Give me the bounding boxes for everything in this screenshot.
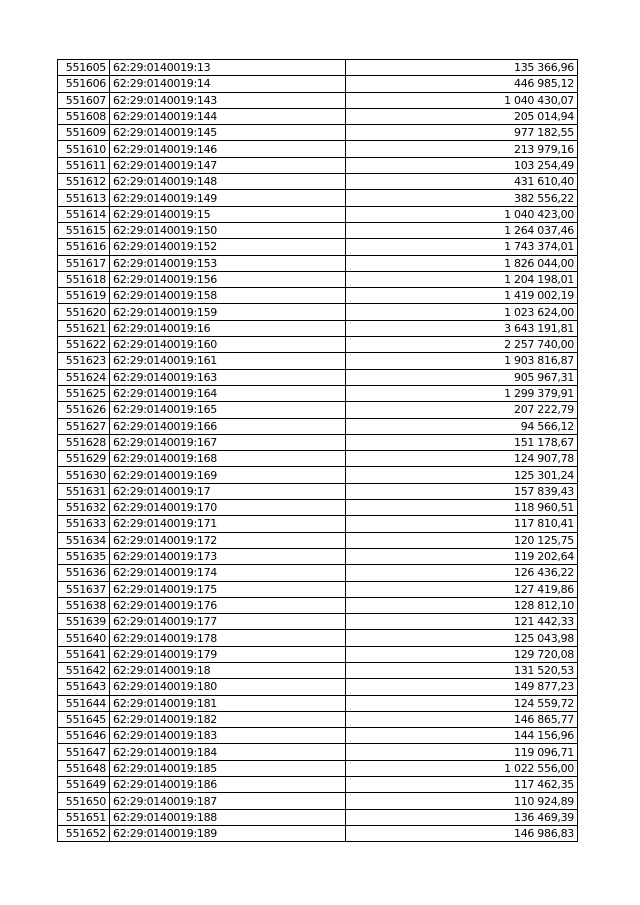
row-number-cell: 551646 — [58, 728, 110, 744]
table-row — [58, 190, 578, 206]
cadastral-value-cell: 125 043,98 — [346, 630, 578, 646]
cadastral-number-cell: 62:29:0140019:185 — [110, 760, 346, 776]
cadastral-value-cell: 119 096,71 — [346, 744, 578, 760]
table-row — [58, 467, 578, 483]
table-row — [58, 646, 578, 662]
row-number-cell: 551624 — [58, 369, 110, 385]
table-row — [58, 679, 578, 695]
table-row — [58, 532, 578, 548]
cadastral-value-cell: 1 826 044,00 — [346, 255, 578, 271]
cadastral-value-cell: 205 014,94 — [346, 108, 578, 124]
cadastral-value-cell: 117 462,35 — [346, 777, 578, 793]
cadastral-value-cell: 103 254,49 — [346, 157, 578, 173]
cadastral-number-cell: 62:29:0140019:167 — [110, 434, 346, 450]
cadastral-number-cell: 62:29:0140019:179 — [110, 646, 346, 662]
table-row — [58, 418, 578, 434]
cadastral-value-cell: 2 257 740,00 — [346, 337, 578, 353]
table-row — [58, 483, 578, 499]
row-number-cell: 551640 — [58, 630, 110, 646]
row-number-cell: 551625 — [58, 385, 110, 401]
table-row — [58, 744, 578, 760]
table-row — [58, 206, 578, 222]
cadastral-number-cell: 62:29:0140019:146 — [110, 141, 346, 157]
table-row — [58, 108, 578, 124]
row-number-cell: 551608 — [58, 108, 110, 124]
cadastral-number-cell: 62:29:0140019:183 — [110, 728, 346, 744]
cadastral-number-cell: 62:29:0140019:149 — [110, 190, 346, 206]
table-row — [58, 825, 578, 841]
cadastral-value-cell: 124 559,72 — [346, 695, 578, 711]
cadastral-number-cell: 62:29:0140019:178 — [110, 630, 346, 646]
cadastral-number-cell: 62:29:0140019:144 — [110, 108, 346, 124]
cadastral-value-cell: 382 556,22 — [346, 190, 578, 206]
table-row — [58, 125, 578, 141]
row-number-cell: 551629 — [58, 451, 110, 467]
row-number-cell: 551652 — [58, 825, 110, 841]
table-row — [58, 76, 578, 92]
table-row — [58, 385, 578, 401]
cadastral-number-cell: 62:29:0140019:176 — [110, 597, 346, 613]
table-row — [58, 809, 578, 825]
cadastral-value-cell: 121 442,33 — [346, 614, 578, 630]
table-row — [58, 369, 578, 385]
cadastral-value-table — [57, 59, 578, 842]
row-number-cell: 551619 — [58, 288, 110, 304]
row-number-cell: 551614 — [58, 206, 110, 222]
cadastral-value-cell: 1 903 816,87 — [346, 353, 578, 369]
cadastral-number-cell: 62:29:0140019:181 — [110, 695, 346, 711]
row-number-cell: 551645 — [58, 711, 110, 727]
table-row — [58, 548, 578, 564]
cadastral-value-cell: 905 967,31 — [346, 369, 578, 385]
cadastral-value-cell: 125 301,24 — [346, 467, 578, 483]
cadastral-number-cell: 62:29:0140019:186 — [110, 777, 346, 793]
table-row — [58, 320, 578, 336]
cadastral-number-cell: 62:29:0140019:147 — [110, 157, 346, 173]
table-row — [58, 565, 578, 581]
table-row — [58, 793, 578, 809]
cadastral-number-cell: 62:29:0140019:15 — [110, 206, 346, 222]
cadastral-value-cell: 126 436,22 — [346, 565, 578, 581]
cadastral-value-cell: 1 204 198,01 — [346, 271, 578, 287]
cadastral-value-cell: 431 610,40 — [346, 174, 578, 190]
cadastral-value-cell: 124 907,78 — [346, 451, 578, 467]
row-number-cell: 551642 — [58, 662, 110, 678]
cadastral-number-cell: 62:29:0140019:188 — [110, 809, 346, 825]
cadastral-number-cell: 62:29:0140019:175 — [110, 581, 346, 597]
cadastral-number-cell: 62:29:0140019:166 — [110, 418, 346, 434]
table-row — [58, 92, 578, 108]
cadastral-number-cell: 62:29:0140019:150 — [110, 222, 346, 238]
cadastral-value-cell: 136 469,39 — [346, 809, 578, 825]
cadastral-number-cell: 62:29:0140019:153 — [110, 255, 346, 271]
cadastral-number-cell: 62:29:0140019:148 — [110, 174, 346, 190]
cadastral-value-cell: 117 810,41 — [346, 516, 578, 532]
cadastral-number-cell: 62:29:0140019:145 — [110, 125, 346, 141]
row-number-cell: 551615 — [58, 222, 110, 238]
table-row — [58, 255, 578, 271]
table-row — [58, 60, 578, 76]
cadastral-number-cell: 62:29:0140019:13 — [110, 60, 346, 76]
row-number-cell: 551634 — [58, 532, 110, 548]
cadastral-number-cell: 62:29:0140019:168 — [110, 451, 346, 467]
row-number-cell: 551628 — [58, 434, 110, 450]
cadastral-number-cell: 62:29:0140019:169 — [110, 467, 346, 483]
cadastral-value-cell: 146 986,83 — [346, 825, 578, 841]
cadastral-number-cell: 62:29:0140019:14 — [110, 76, 346, 92]
table-row — [58, 662, 578, 678]
cadastral-number-cell: 62:29:0140019:171 — [110, 516, 346, 532]
row-number-cell: 551633 — [58, 516, 110, 532]
cadastral-value-cell: 149 877,23 — [346, 679, 578, 695]
cadastral-number-cell: 62:29:0140019:160 — [110, 337, 346, 353]
row-number-cell: 551623 — [58, 353, 110, 369]
cadastral-value-cell: 146 865,77 — [346, 711, 578, 727]
table-row — [58, 304, 578, 320]
table-row — [58, 174, 578, 190]
cadastral-value-cell: 1 040 430,07 — [346, 92, 578, 108]
table-row — [58, 271, 578, 287]
cadastral-number-cell: 62:29:0140019:187 — [110, 793, 346, 809]
table-row — [58, 711, 578, 727]
cadastral-number-cell: 62:29:0140019:173 — [110, 548, 346, 564]
row-number-cell: 551610 — [58, 141, 110, 157]
table-row — [58, 239, 578, 255]
cadastral-number-cell: 62:29:0140019:156 — [110, 271, 346, 287]
table-row — [58, 516, 578, 532]
table-row — [58, 581, 578, 597]
cadastral-number-cell: 62:29:0140019:174 — [110, 565, 346, 581]
row-number-cell: 551622 — [58, 337, 110, 353]
cadastral-number-cell: 62:29:0140019:163 — [110, 369, 346, 385]
cadastral-value-cell: 1 264 037,46 — [346, 222, 578, 238]
row-number-cell: 551650 — [58, 793, 110, 809]
table-row — [58, 353, 578, 369]
row-number-cell: 551612 — [58, 174, 110, 190]
cadastral-value-cell: 1 023 624,00 — [346, 304, 578, 320]
table-row — [58, 500, 578, 516]
cadastral-number-cell: 62:29:0140019:189 — [110, 825, 346, 841]
table-row — [58, 451, 578, 467]
table-row — [58, 597, 578, 613]
cadastral-number-cell: 62:29:0140019:152 — [110, 239, 346, 255]
table-row — [58, 157, 578, 173]
row-number-cell: 551648 — [58, 760, 110, 776]
cadastral-number-cell: 62:29:0140019:177 — [110, 614, 346, 630]
row-number-cell: 551643 — [58, 679, 110, 695]
row-number-cell: 551647 — [58, 744, 110, 760]
cadastral-number-cell: 62:29:0140019:143 — [110, 92, 346, 108]
row-number-cell: 551621 — [58, 320, 110, 336]
row-number-cell: 551626 — [58, 402, 110, 418]
row-number-cell: 551620 — [58, 304, 110, 320]
row-number-cell: 551606 — [58, 76, 110, 92]
cadastral-number-cell: 62:29:0140019:170 — [110, 500, 346, 516]
cadastral-value-cell: 1 040 423,00 — [346, 206, 578, 222]
row-number-cell: 551649 — [58, 777, 110, 793]
row-number-cell: 551609 — [58, 125, 110, 141]
cadastral-number-cell: 62:29:0140019:164 — [110, 385, 346, 401]
row-number-cell: 551644 — [58, 695, 110, 711]
row-number-cell: 551635 — [58, 548, 110, 564]
row-number-cell: 551636 — [58, 565, 110, 581]
table-row — [58, 695, 578, 711]
row-number-cell: 551611 — [58, 157, 110, 173]
cadastral-value-cell: 128 812,10 — [346, 597, 578, 613]
cadastral-number-cell: 62:29:0140019:182 — [110, 711, 346, 727]
table-row — [58, 630, 578, 646]
cadastral-number-cell: 62:29:0140019:17 — [110, 483, 346, 499]
row-number-cell: 551638 — [58, 597, 110, 613]
cadastral-value-cell: 119 202,64 — [346, 548, 578, 564]
cadastral-value-cell: 118 960,51 — [346, 500, 578, 516]
cadastral-value-cell: 977 182,55 — [346, 125, 578, 141]
cadastral-value-cell: 1 022 556,00 — [346, 760, 578, 776]
table-row — [58, 288, 578, 304]
cadastral-value-cell: 1 419 002,19 — [346, 288, 578, 304]
row-number-cell: 551631 — [58, 483, 110, 499]
cadastral-value-cell: 207 222,79 — [346, 402, 578, 418]
row-number-cell: 551616 — [58, 239, 110, 255]
cadastral-number-cell: 62:29:0140019:184 — [110, 744, 346, 760]
cadastral-value-cell: 110 924,89 — [346, 793, 578, 809]
cadastral-number-cell: 62:29:0140019:16 — [110, 320, 346, 336]
cadastral-value-cell: 213 979,16 — [346, 141, 578, 157]
table-row — [58, 222, 578, 238]
row-number-cell: 551618 — [58, 271, 110, 287]
cadastral-number-cell: 62:29:0140019:158 — [110, 288, 346, 304]
cadastral-value-cell: 151 178,67 — [346, 434, 578, 450]
cadastral-value-cell: 144 156,96 — [346, 728, 578, 744]
cadastral-value-cell: 120 125,75 — [346, 532, 578, 548]
table-row — [58, 760, 578, 776]
cadastral-value-cell: 446 985,12 — [346, 76, 578, 92]
cadastral-value-cell: 135 366,96 — [346, 60, 578, 76]
cadastral-number-cell: 62:29:0140019:180 — [110, 679, 346, 695]
cadastral-value-cell: 94 566,12 — [346, 418, 578, 434]
table-body — [58, 60, 578, 842]
table-row — [58, 777, 578, 793]
cadastral-number-cell: 62:29:0140019:18 — [110, 662, 346, 678]
cadastral-number-cell: 62:29:0140019:165 — [110, 402, 346, 418]
cadastral-value-cell: 1 743 374,01 — [346, 239, 578, 255]
cadastral-value-cell: 157 839,43 — [346, 483, 578, 499]
row-number-cell: 551617 — [58, 255, 110, 271]
row-number-cell: 551639 — [58, 614, 110, 630]
row-number-cell: 551651 — [58, 809, 110, 825]
row-number-cell: 551632 — [58, 500, 110, 516]
table-row — [58, 728, 578, 744]
table-row — [58, 434, 578, 450]
cadastral-number-cell: 62:29:0140019:159 — [110, 304, 346, 320]
row-number-cell: 551607 — [58, 92, 110, 108]
table-row — [58, 402, 578, 418]
cadastral-number-cell: 62:29:0140019:172 — [110, 532, 346, 548]
cadastral-number-cell: 62:29:0140019:161 — [110, 353, 346, 369]
cadastral-value-cell: 127 419,86 — [346, 581, 578, 597]
row-number-cell: 551641 — [58, 646, 110, 662]
table-row — [58, 337, 578, 353]
cadastral-value-cell: 131 520,53 — [346, 662, 578, 678]
table-row — [58, 614, 578, 630]
table-row — [58, 141, 578, 157]
row-number-cell: 551627 — [58, 418, 110, 434]
row-number-cell: 551613 — [58, 190, 110, 206]
cadastral-value-cell: 129 720,08 — [346, 646, 578, 662]
row-number-cell: 551630 — [58, 467, 110, 483]
row-number-cell: 551637 — [58, 581, 110, 597]
row-number-cell: 551605 — [58, 60, 110, 76]
cadastral-value-cell: 1 299 379,91 — [346, 385, 578, 401]
cadastral-value-cell: 3 643 191,81 — [346, 320, 578, 336]
